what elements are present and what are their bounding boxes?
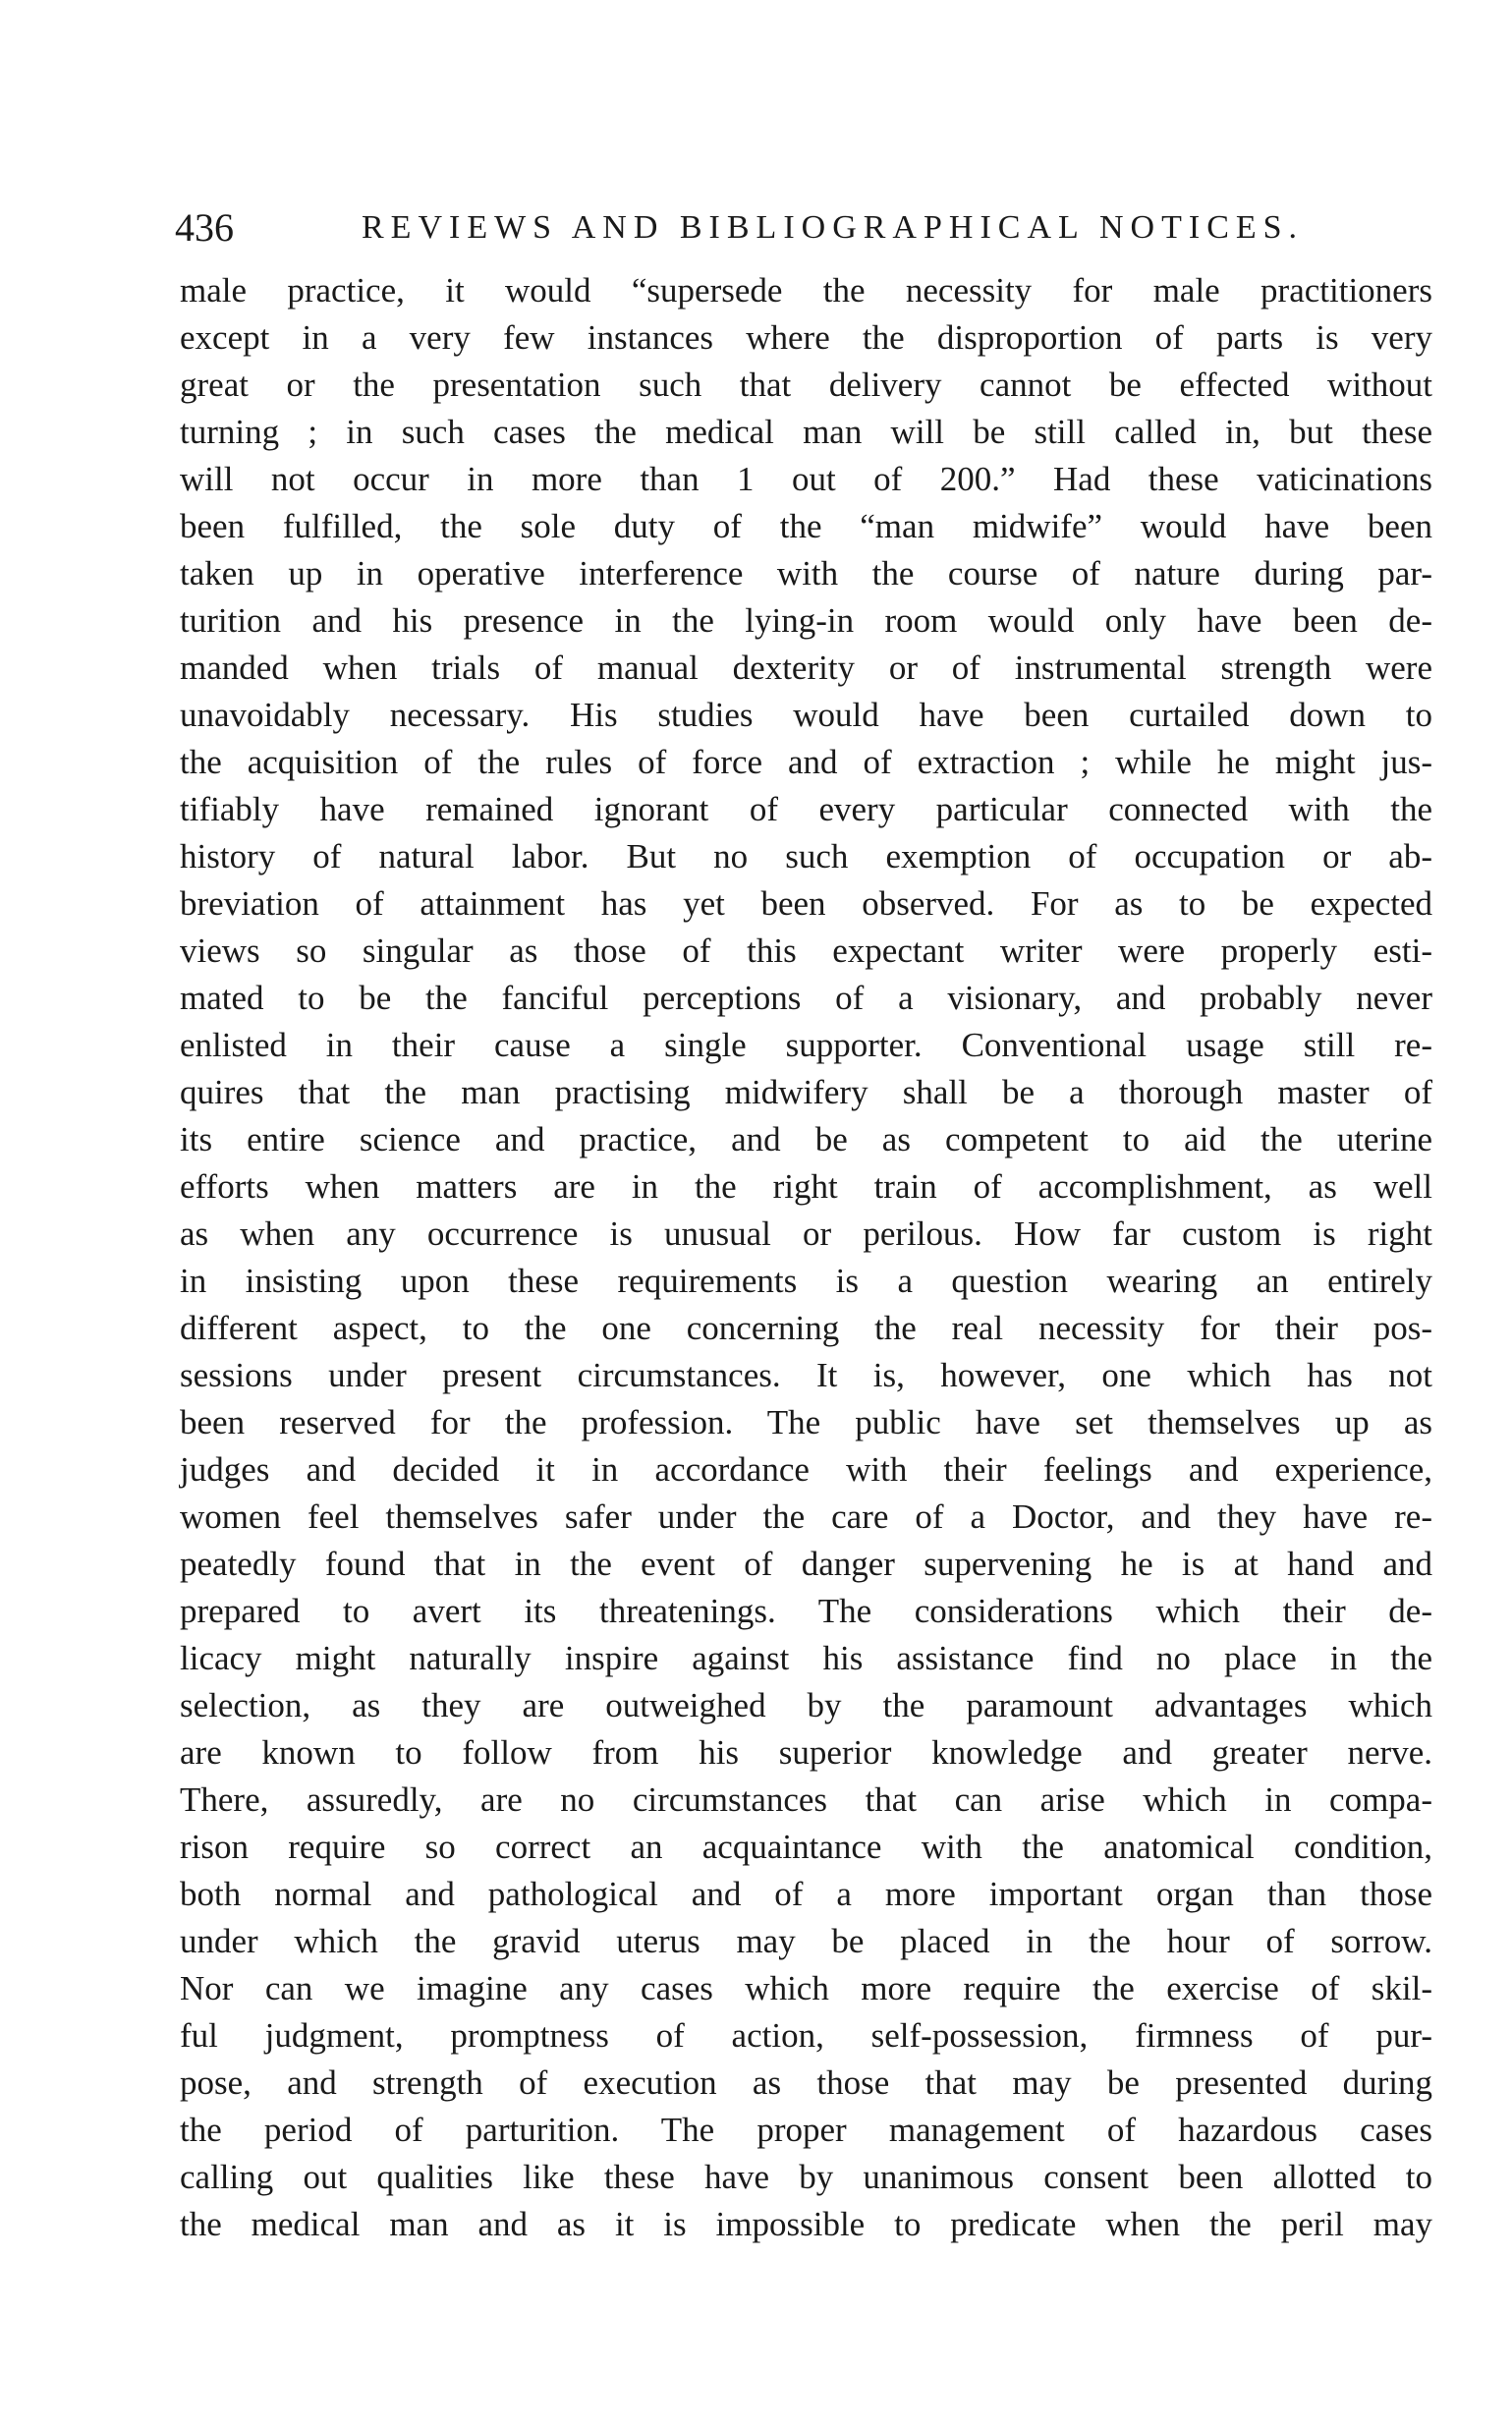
text-line: its entire science and practice, and be as competent to aid the uterine [180,1120,1432,1158]
text-line: sessions under present circumstances. It is, however, one which has not [180,1356,1432,1394]
text-line: breviation of attainment has yet been observed. For as to be expected [180,884,1432,923]
text-line: licacy might naturally inspire against his assistance find no place in the [180,1639,1432,1677]
text-line: selection, as they are outweighed by the paramount advantages which [180,1686,1432,1724]
text-line: been fulfilled, the sole duty of the “man midwife” would have been [180,507,1432,545]
body-text [180,267,1432,2248]
text-line: ful judgment, promptness of action, self-possession, firmness of pur- [180,2016,1432,2055]
text-line: views so singular as those of this expectant writer were properly esti- [180,932,1432,970]
text-line: in insisting upon these requirements is a question wearing an entirely [180,1262,1432,1300]
text-line: unavoidably necessary. His studies would have been curtailed down to [180,696,1432,734]
text-line: quires that the man practising midwifery shall be a thorough master of [180,1073,1432,1111]
text-line: been reserved for the profession. The public have set themselves up as [180,1403,1432,1441]
text-line: efforts when matters are in the right train of accomplishment, as well [180,1167,1432,1206]
text-line: except in a very few instances where the disproportion of parts is very [180,318,1432,357]
text-line: the period of parturition. The proper management of hazardous cases [180,2111,1432,2149]
text-line: great or the presentation such that delivery cannot be effected without [180,366,1432,404]
running-head [175,198,1432,257]
text-line: under which the gravid uterus may be placed in the hour of sorrow. [180,1922,1432,1960]
text-line: mated to be the fanciful perceptions of a visionary, and probably never [180,979,1432,1017]
text-line: will not occur in more than 1 out of 200.” Had these vaticinations [180,460,1432,498]
text-line: different aspect, to the one concerning the real necessity for their pos- [180,1309,1432,1347]
text-line: women feel themselves safer under the care of a Doctor, and they have re- [180,1497,1432,1536]
text-line: the medical man and as it is impossible to predicate when the peril may [180,2205,1432,2243]
text-line: Nor can we imagine any cases which more require the exercise of skil- [180,1969,1432,2007]
text-line: rison require so correct an acquaintance with the anatomical condition, [180,1828,1432,1866]
text-line: peatedly found that in the event of danger supervening he is at hand and [180,1545,1432,1583]
text-line: pose, and strength of execution as those that may be presented during [180,2063,1432,2102]
text-line: prepared to avert its threatenings. The considerations which their de- [180,1592,1432,1630]
text-line: are known to follow from his superior knowledge and greater nerve. [180,1733,1432,1772]
text-line: both normal and pathological and of a more important organ than those [180,1875,1432,1913]
text-line: tifiably have remained ignorant of every particular connected with the [180,790,1432,828]
text-line: taken up in operative interference with the course of nature during par- [180,554,1432,593]
text-line: turition and his presence in the lying-in room would only have been de- [180,601,1432,640]
text-line: the acquisition of the rules of force and of extraction ; while he might jus- [180,743,1432,781]
text-line: history of natural labor. But no such exemption of occupation or ab- [180,837,1432,875]
text-line: male practice, it would “supersede the necessity for male practitioners [180,271,1432,310]
text-line: manded when trials of manual dexterity or of instrumental strength were [180,649,1432,687]
running-title: REVIEWS AND BIBLIOGRAPHICAL NOTICES. [362,209,1305,246]
text-line: as when any occurrence is unusual or perilous. How far custom is right [180,1214,1432,1253]
text-line: turning ; in such cases the medical man will be still called in, but these [180,413,1432,451]
text-line: judges and decided it in accordance with their feelings and experience, [180,1450,1432,1489]
text-line: There, assuredly, are no circumstances that can arise which in compa- [180,1780,1432,1819]
text-line: enlisted in their cause a single supporter. Conventional usage still re- [180,1026,1432,1064]
page-number: 436 [175,205,234,250]
text-line: calling out qualities like these have by unanimous consent been allotted to [180,2158,1432,2196]
